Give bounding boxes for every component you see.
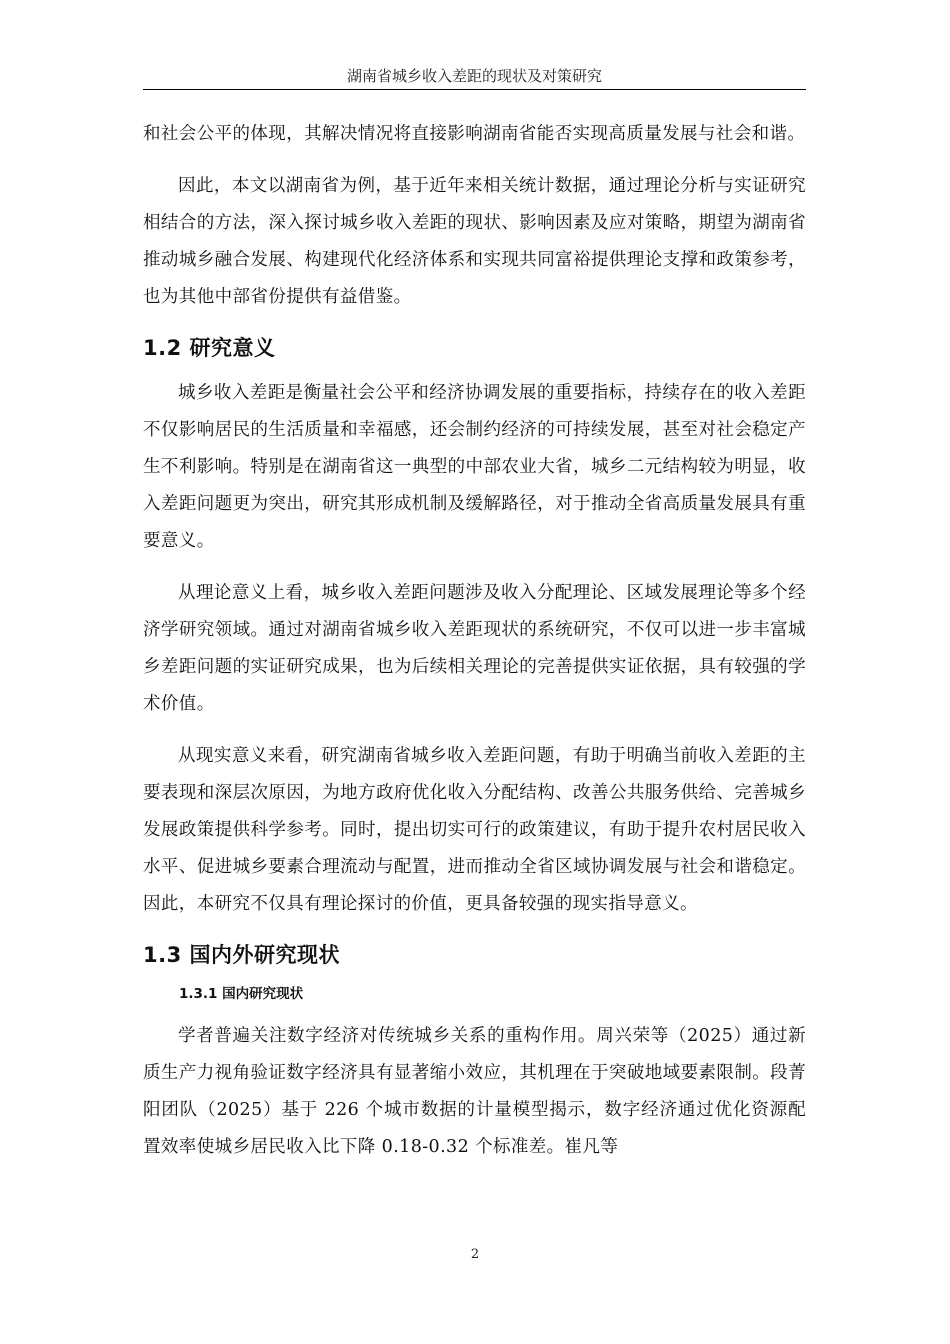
subsection-heading-1-3-1: 1.3.1 国内研究现状 bbox=[179, 986, 304, 1002]
page-body bbox=[143, 116, 806, 1181]
paragraph-intro-conclusion: 因此，本文以湖南省为例，基于近年来相关统计数据，通过理论分析与实证研究相结合的方法，深入探讨城乡收入差距的现状、影响因素及应对策略，期望为湖南省推动城乡融合发展、构建现代化经济体系和实现共同富裕提供理论支撑和政策参考，也为其他中部省份提供有益借鉴。 bbox=[143, 176, 806, 307]
header-rule bbox=[143, 89, 806, 90]
page-number: 2 bbox=[470, 1247, 480, 1262]
section-heading-1-3: 1.3 国内外研究现状 bbox=[143, 943, 341, 967]
section-heading-1-2: 1.2 研究意义 bbox=[143, 336, 276, 360]
paragraph-significance-2: 从理论意义上看，城乡收入差距问题涉及收入分配理论、区域发展理论等多个经济学研究领域。通过对湖南省城乡收入差距现状的系统研究，不仅可以进一步丰富城乡差距问题的实证研究成果，也为后续相关理论的完善提供实证依据，具有较强的学术价值。 bbox=[143, 583, 806, 714]
paragraph-significance-1: 城乡收入差距是衡量社会公平和经济协调发展的重要指标，持续存在的收入差距不仅影响居民的生活质量和幸福感，还会制约经济的可持续发展，甚至对社会稳定产生不利影响。特别是在湖南省这一典型的中部农业大省，城乡二元结构较为明显，收入差距问题更为突出，研究其形成机制及缓解路径，对于推动全省高质量发展具有重要意义。 bbox=[143, 383, 806, 551]
paragraph-domestic-research: 学者普遍关注数字经济对传统城乡关系的重构作用。周兴荣等（2025）通过新质生产力视角验证数字经济具有显著缩小效应，其机理在于突破地域要素限制。段菁阳团队（2025）基于 226 个城市数据的计量模型揭示，数字经济通过优化资源配置效率使城乡居民收入比下降 0.18-0.32 个标准差。崔凡等 bbox=[143, 1026, 806, 1157]
running-header: 湖南省城乡收入差距的现状及对策研究 bbox=[346, 67, 602, 85]
paragraph-continuation: 和社会公平的体现，其解决情况将直接影响湖南省能否实现高质量发展与社会和谐。 bbox=[143, 124, 806, 144]
paragraph-significance-3: 从现实意义来看，研究湖南省城乡收入差距问题，有助于明确当前收入差距的主要表现和深层次原因，为地方政府优化收入分配结构、改善公共服务供给、完善城乡发展政策提供科学参考。同时，提出切实可行的政策建议，有助于提升农村居民收入水平、促进城乡要素合理流动与配置，进而推动全省区域协调发展与社会和谐稳定。因此，本研究不仅具有理论探讨的价值，更具备较强的现实指导意义。 bbox=[143, 746, 806, 914]
